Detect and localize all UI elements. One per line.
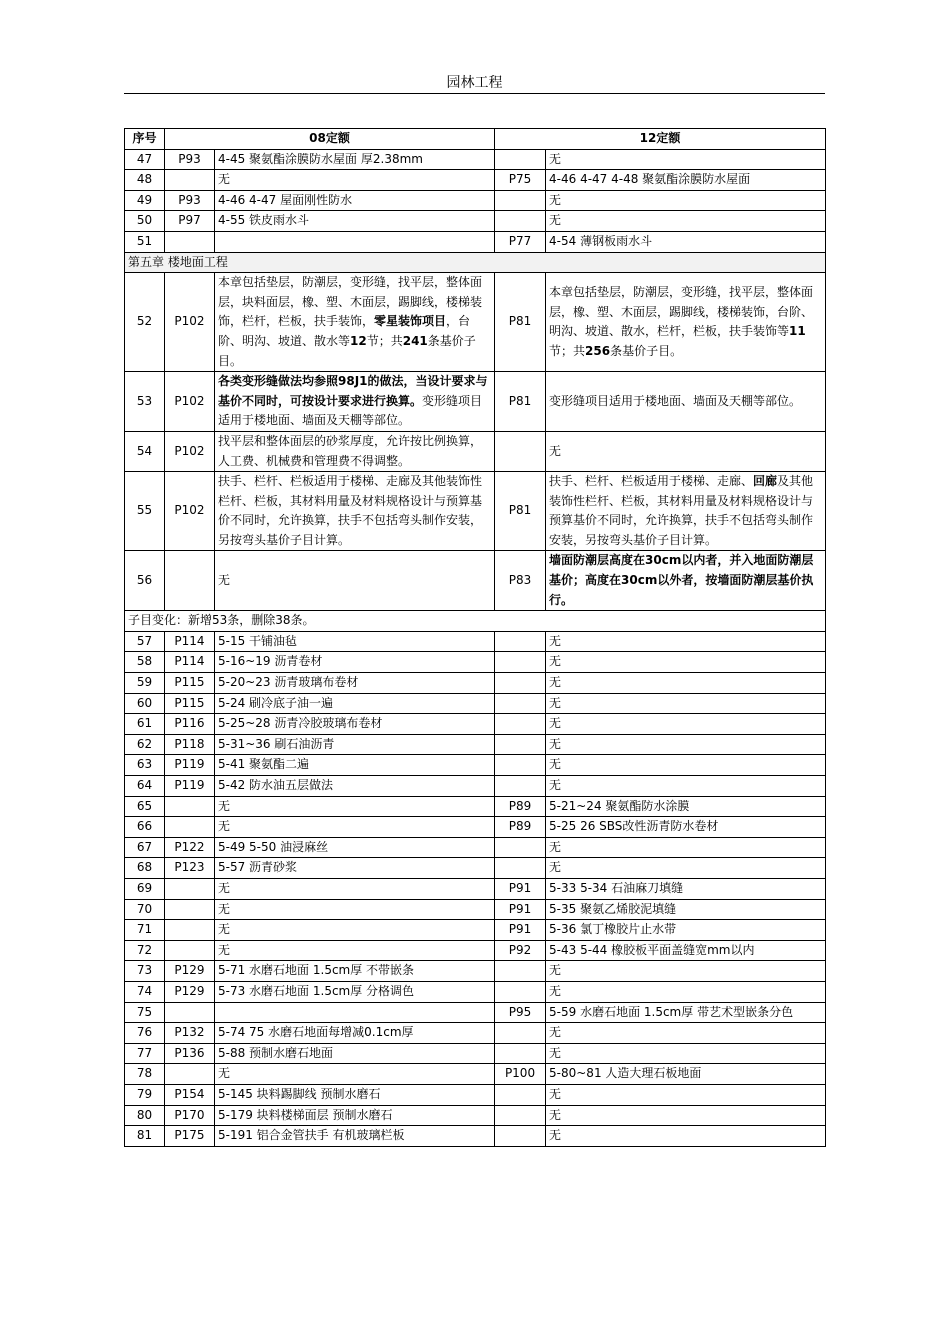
row-index: 68 bbox=[125, 858, 165, 879]
desc-12: 5-35 聚氨乙烯胶泥填缝 bbox=[546, 899, 826, 920]
page-08: P129 bbox=[165, 981, 215, 1002]
desc-12: 4-46 4-47 4-48 聚氨酯涂膜防水屋面 bbox=[546, 170, 826, 191]
bold-span: 零星装饰项目 bbox=[374, 314, 447, 329]
row-index: 65 bbox=[125, 796, 165, 817]
page-12: P89 bbox=[495, 817, 546, 838]
row-index: 73 bbox=[125, 961, 165, 982]
desc-12 bbox=[546, 273, 826, 372]
row-index: 49 bbox=[125, 190, 165, 211]
table-row bbox=[125, 673, 826, 694]
desc-12: 5-43 5-44 橡胶板平面盖缝宽mm以内 bbox=[546, 940, 826, 961]
table-row bbox=[125, 920, 826, 941]
table-row bbox=[125, 1002, 826, 1023]
row-index: 53 bbox=[125, 372, 165, 432]
page-12 bbox=[495, 1023, 546, 1044]
table-row bbox=[125, 776, 826, 797]
row-index: 57 bbox=[125, 631, 165, 652]
page-12: P81 bbox=[495, 472, 546, 551]
table-row bbox=[125, 170, 826, 191]
table-row bbox=[125, 940, 826, 961]
header-index: 序号 bbox=[125, 129, 165, 150]
page-08: P129 bbox=[165, 961, 215, 982]
table-row bbox=[125, 1023, 826, 1044]
changes-summary: 子目变化：新增53条，删除38条。 bbox=[125, 611, 826, 632]
table-row bbox=[125, 961, 826, 982]
desc-08: 找平层和整体面层的砂浆厚度，允许按比例换算，人工费、机械费和管理费不得调整。 bbox=[215, 431, 495, 471]
desc-08: 5-42 防水油五层做法 bbox=[215, 776, 495, 797]
row-index: 61 bbox=[125, 714, 165, 735]
table-row bbox=[125, 211, 826, 232]
table-row bbox=[125, 755, 826, 776]
desc-12: 无 bbox=[546, 190, 826, 211]
desc-12: 变形缝项目适用于楼地面、墙面及天棚等部位。 bbox=[546, 372, 826, 432]
header-08: 08定额 bbox=[165, 129, 495, 150]
page-12 bbox=[495, 858, 546, 879]
row-index: 56 bbox=[125, 551, 165, 611]
table-header-row bbox=[125, 129, 826, 150]
table-row bbox=[125, 149, 826, 170]
desc-12: 无 bbox=[546, 431, 826, 471]
desc-12: 墙面防潮层高度在30cm以内者，并入地面防潮层基价；高度在30cm以外者，按墙面防潮层基价执行。 bbox=[546, 551, 826, 611]
desc-12: 无 bbox=[546, 837, 826, 858]
page-header-title: 园林工程 bbox=[446, 75, 503, 91]
table-row bbox=[125, 1126, 826, 1147]
desc-08: 4-45 聚氨酯涂膜防水屋面 厚2.38mm bbox=[215, 149, 495, 170]
page-08: P115 bbox=[165, 693, 215, 714]
page-08 bbox=[165, 551, 215, 611]
desc-08: 5-145 块料踢脚线 预制水磨石 bbox=[215, 1084, 495, 1105]
page-08: P119 bbox=[165, 776, 215, 797]
text-span: 节；共 bbox=[366, 333, 403, 348]
table-row bbox=[125, 817, 826, 838]
desc-12: 无 bbox=[546, 211, 826, 232]
table-row bbox=[125, 273, 826, 372]
page-12 bbox=[495, 149, 546, 170]
row-index: 63 bbox=[125, 755, 165, 776]
desc-08 bbox=[215, 1002, 495, 1023]
table-row bbox=[125, 1084, 826, 1105]
row-index: 78 bbox=[125, 1064, 165, 1085]
row-index: 62 bbox=[125, 734, 165, 755]
desc-12: 5-80~81 人造大理石板地面 bbox=[546, 1064, 826, 1085]
row-index: 72 bbox=[125, 940, 165, 961]
section-title: 第五章 楼地面工程 bbox=[125, 252, 826, 273]
desc-08: 无 bbox=[215, 817, 495, 838]
table-row bbox=[125, 231, 826, 252]
page-12 bbox=[495, 652, 546, 673]
page-12 bbox=[495, 961, 546, 982]
table-row bbox=[125, 899, 826, 920]
page-08: P119 bbox=[165, 755, 215, 776]
row-index: 54 bbox=[125, 431, 165, 471]
desc-12: 无 bbox=[546, 858, 826, 879]
section-row bbox=[125, 252, 826, 273]
desc-08: 4-46 4-47 屋面刚性防水 bbox=[215, 190, 495, 211]
row-index: 80 bbox=[125, 1105, 165, 1126]
table-row bbox=[125, 796, 826, 817]
page-12: P91 bbox=[495, 899, 546, 920]
desc-08: 5-41 聚氨酯二遍 bbox=[215, 755, 495, 776]
row-index: 77 bbox=[125, 1043, 165, 1064]
page-08: P122 bbox=[165, 837, 215, 858]
desc-08: 5-88 预制水磨石地面 bbox=[215, 1043, 495, 1064]
page-12 bbox=[495, 981, 546, 1002]
table-row bbox=[125, 734, 826, 755]
table-row bbox=[125, 431, 826, 471]
table-row bbox=[125, 472, 826, 551]
page-12 bbox=[495, 1084, 546, 1105]
page-08: P118 bbox=[165, 734, 215, 755]
page-08: P93 bbox=[165, 149, 215, 170]
text-span: 变形缝项目适用于楼地面、墙面及天棚等部位。 bbox=[218, 393, 483, 428]
desc-12: 无 bbox=[546, 1043, 826, 1064]
page-12: P75 bbox=[495, 170, 546, 191]
page-12: P91 bbox=[495, 920, 546, 941]
row-index: 81 bbox=[125, 1126, 165, 1147]
desc-12: 无 bbox=[546, 961, 826, 982]
row-index: 52 bbox=[125, 273, 165, 372]
desc-12 bbox=[546, 472, 826, 551]
row-index: 74 bbox=[125, 981, 165, 1002]
row-index: 70 bbox=[125, 899, 165, 920]
row-index: 75 bbox=[125, 1002, 165, 1023]
desc-12: 无 bbox=[546, 755, 826, 776]
page-08: P102 bbox=[165, 472, 215, 551]
row-index: 47 bbox=[125, 149, 165, 170]
page-08 bbox=[165, 170, 215, 191]
row-index: 79 bbox=[125, 1084, 165, 1105]
page-12: P81 bbox=[495, 273, 546, 372]
row-index: 76 bbox=[125, 1023, 165, 1044]
header-12: 12定额 bbox=[495, 129, 826, 150]
page-08: P115 bbox=[165, 673, 215, 694]
desc-12: 无 bbox=[546, 652, 826, 673]
page-12: P83 bbox=[495, 551, 546, 611]
page-12 bbox=[495, 837, 546, 858]
table-row bbox=[125, 1064, 826, 1085]
page-08: P175 bbox=[165, 1126, 215, 1147]
desc-08: 无 bbox=[215, 796, 495, 817]
desc-08: 5-179 块料楼梯面层 预制水磨石 bbox=[215, 1105, 495, 1126]
row-index: 67 bbox=[125, 837, 165, 858]
desc-08 bbox=[215, 372, 495, 432]
page-08: P170 bbox=[165, 1105, 215, 1126]
desc-12: 无 bbox=[546, 1105, 826, 1126]
desc-08: 5-57 沥青砂浆 bbox=[215, 858, 495, 879]
table-body-bottom bbox=[125, 631, 826, 1146]
desc-08: 5-74 75 水磨石地面每增减0.1cm厚 bbox=[215, 1023, 495, 1044]
desc-12: 4-54 薄钢板雨水斗 bbox=[546, 231, 826, 252]
table-row bbox=[125, 652, 826, 673]
desc-12: 无 bbox=[546, 734, 826, 755]
desc-08: 无 bbox=[215, 920, 495, 941]
desc-08: 5-73 水磨石地面 1.5cm厚 分格调色 bbox=[215, 981, 495, 1002]
table-row bbox=[125, 693, 826, 714]
table-body-section5 bbox=[125, 252, 826, 631]
table-row bbox=[125, 878, 826, 899]
page-12 bbox=[495, 693, 546, 714]
text-span: 本章包括垫层，防潮层，变形缝，找平层，整体面层，块料面层，橡、塑、木面层，踢脚线，楼梯装饰，栏杆，栏板，扶手装饰， bbox=[218, 275, 483, 329]
row-index: 48 bbox=[125, 170, 165, 191]
header-rule bbox=[124, 93, 825, 94]
page-08: P97 bbox=[165, 211, 215, 232]
bold-span: 241 bbox=[402, 333, 428, 348]
page-08: P116 bbox=[165, 714, 215, 735]
page-12 bbox=[495, 1043, 546, 1064]
bold-span: 12 bbox=[350, 333, 367, 348]
row-index: 66 bbox=[125, 817, 165, 838]
desc-12: 无 bbox=[546, 981, 826, 1002]
table-row bbox=[125, 1105, 826, 1126]
page-08: P93 bbox=[165, 190, 215, 211]
text-span: 本章包括垫层，防潮层，变形缝，找平层，整体面层，橡、塑、木面层，踢脚线，楼梯装饰，台阶、明沟、坡道、散水，栏杆，栏板，扶手装饰等 bbox=[549, 284, 814, 339]
page-08: P136 bbox=[165, 1043, 215, 1064]
page-08: P154 bbox=[165, 1084, 215, 1105]
row-index: 69 bbox=[125, 878, 165, 899]
desc-08: 4-55 铁皮雨水斗 bbox=[215, 211, 495, 232]
row-index: 71 bbox=[125, 920, 165, 941]
quota-comparison-table bbox=[124, 128, 826, 1147]
page-08 bbox=[165, 878, 215, 899]
table-row bbox=[125, 1043, 826, 1064]
table-row bbox=[125, 190, 826, 211]
page-08 bbox=[165, 796, 215, 817]
desc-12: 无 bbox=[546, 673, 826, 694]
row-index: 60 bbox=[125, 693, 165, 714]
page-12: P100 bbox=[495, 1064, 546, 1085]
table-row bbox=[125, 372, 826, 432]
desc-08: 5-71 水磨石地面 1.5cm厚 不带嵌条 bbox=[215, 961, 495, 982]
desc-08: 5-31~36 刷石油沥青 bbox=[215, 734, 495, 755]
page-08: P102 bbox=[165, 273, 215, 372]
desc-12: 无 bbox=[546, 631, 826, 652]
page-12 bbox=[495, 211, 546, 232]
page-12: P95 bbox=[495, 1002, 546, 1023]
page-08 bbox=[165, 817, 215, 838]
desc-12: 无 bbox=[546, 693, 826, 714]
desc-08: 5-20~23 沥青玻璃布卷材 bbox=[215, 673, 495, 694]
desc-12: 无 bbox=[546, 714, 826, 735]
text-span: 条基价子目。 bbox=[610, 343, 683, 358]
desc-12: 5-33 5-34 石油麻刀填缝 bbox=[546, 878, 826, 899]
page-12 bbox=[495, 755, 546, 776]
page-12: P91 bbox=[495, 878, 546, 899]
table-row bbox=[125, 631, 826, 652]
page-08: P102 bbox=[165, 372, 215, 432]
desc-12: 5-36 氯丁橡胶片止水带 bbox=[546, 920, 826, 941]
desc-08 bbox=[215, 273, 495, 372]
desc-12: 无 bbox=[546, 149, 826, 170]
table-row bbox=[125, 551, 826, 611]
row-index: 50 bbox=[125, 211, 165, 232]
page-12 bbox=[495, 631, 546, 652]
desc-12: 无 bbox=[546, 1023, 826, 1044]
table-row bbox=[125, 837, 826, 858]
page-08 bbox=[165, 1002, 215, 1023]
desc-08: 5-191 铝合金管扶手 有机玻璃栏板 bbox=[215, 1126, 495, 1147]
page-08 bbox=[165, 231, 215, 252]
page-08: P114 bbox=[165, 652, 215, 673]
page-12: P77 bbox=[495, 231, 546, 252]
desc-08: 5-15 干铺油毡 bbox=[215, 631, 495, 652]
row-index: 58 bbox=[125, 652, 165, 673]
desc-12: 5-21~24 聚氨酯防水涂膜 bbox=[546, 796, 826, 817]
page-08: P114 bbox=[165, 631, 215, 652]
desc-08: 无 bbox=[215, 1064, 495, 1085]
page-12 bbox=[495, 1126, 546, 1147]
text-span: ，台阶、明沟、坡道、散水等 bbox=[218, 314, 471, 348]
desc-12: 无 bbox=[546, 1126, 826, 1147]
page-12 bbox=[495, 714, 546, 735]
bold-span: 各类变形缝做法均参照98J1的做法，当设计要求与基价不同时，可按设计要求进行换算。 bbox=[218, 374, 488, 408]
desc-08: 5-24 刷冷底子油一遍 bbox=[215, 693, 495, 714]
desc-12: 5-25 26 SBS改性沥青防水卷材 bbox=[546, 817, 826, 838]
text-span: 条基价子目。 bbox=[218, 333, 476, 368]
page-08: P123 bbox=[165, 858, 215, 879]
desc-12: 无 bbox=[546, 1084, 826, 1105]
desc-08: 无 bbox=[215, 940, 495, 961]
desc-12: 5-59 水磨石地面 1.5cm厚 带艺术型嵌条分色 bbox=[546, 1002, 826, 1023]
row-index: 55 bbox=[125, 472, 165, 551]
desc-08: 5-49 5-50 油浸麻丝 bbox=[215, 837, 495, 858]
desc-08 bbox=[215, 231, 495, 252]
page-12 bbox=[495, 734, 546, 755]
page-08 bbox=[165, 1064, 215, 1085]
row-index: 51 bbox=[125, 231, 165, 252]
page-08: P102 bbox=[165, 431, 215, 471]
text-span: 节；共 bbox=[549, 343, 586, 358]
text-span: 扶手、栏杆、栏板适用于楼梯、走廊、 bbox=[549, 474, 754, 489]
page-12: P89 bbox=[495, 796, 546, 817]
row-index: 59 bbox=[125, 673, 165, 694]
page-12: P81 bbox=[495, 372, 546, 432]
desc-08: 无 bbox=[215, 551, 495, 611]
row-index: 64 bbox=[125, 776, 165, 797]
page-12 bbox=[495, 1105, 546, 1126]
desc-08: 5-25~28 沥青冷胶玻璃布卷材 bbox=[215, 714, 495, 735]
bold-span: 11 bbox=[789, 324, 806, 339]
page-12 bbox=[495, 776, 546, 797]
text-span: 及其他装饰性栏杆、栏板，其材料用量及材料规格设计与预算基价不同时，允许换算，扶手不包括弯头制作安装，另按弯头基价子目计算。 bbox=[549, 474, 814, 547]
desc-08: 5-16~19 沥青卷材 bbox=[215, 652, 495, 673]
table-body-top bbox=[125, 149, 826, 252]
page-08 bbox=[165, 940, 215, 961]
desc-08: 扶手、栏杆、栏板适用于楼梯、走廊及其他装饰性栏杆、栏板，其材料用量及材料规格设计与预算基价不同时，允许换算，扶手不包括弯头制作安装，另按弯头基价子目计算。 bbox=[215, 472, 495, 551]
page-12 bbox=[495, 190, 546, 211]
page-08: P132 bbox=[165, 1023, 215, 1044]
page-12 bbox=[495, 431, 546, 471]
desc-08: 无 bbox=[215, 170, 495, 191]
page-08 bbox=[165, 899, 215, 920]
bold-span: 256 bbox=[585, 343, 611, 358]
table-row bbox=[125, 981, 826, 1002]
table-row bbox=[125, 858, 826, 879]
desc-08: 无 bbox=[215, 878, 495, 899]
page-12: P92 bbox=[495, 940, 546, 961]
desc-12: 无 bbox=[546, 776, 826, 797]
page-08 bbox=[165, 920, 215, 941]
table-row bbox=[125, 714, 826, 735]
bold-span: 回廊 bbox=[753, 474, 778, 489]
changes-row bbox=[125, 611, 826, 632]
page-12 bbox=[495, 673, 546, 694]
desc-08: 无 bbox=[215, 899, 495, 920]
